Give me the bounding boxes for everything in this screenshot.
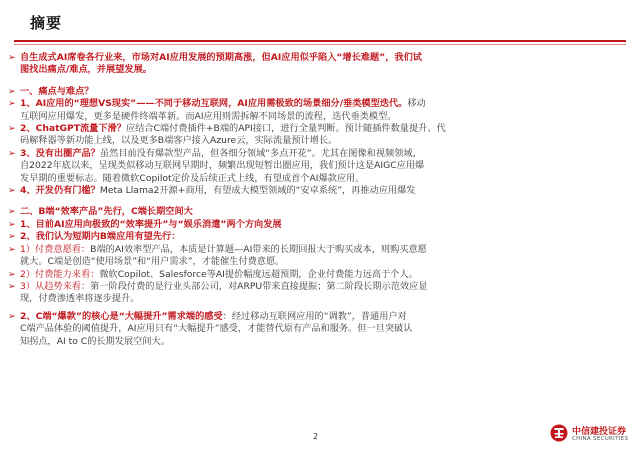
bullet-arrow-icon: ➢ (8, 268, 16, 280)
section2-sub1: ➢ 1、目前AI应用向极致的“效率提升”与“娱乐消遣”两个方向发展 (8, 218, 282, 230)
logo-text-cn: 中信建投证券 (572, 427, 627, 437)
section1-point2-cont: 码解释器等新功能上线，以及更多B端客户接入Azure云，实际流量预计增长。 (20, 135, 338, 147)
section2-item1-cont: 就大。C端是创造“使用场景”和“用户需求”，才能催生付费意愿。 (20, 256, 285, 268)
page-header (0, 0, 640, 44)
section1-point3-cont: 自2022年底以来，呈现类似移动互联网早期时，频繁出现短暂出圈应用，我们预计这是AIGC应用爆 (20, 160, 425, 172)
bullet-arrow-icon: ➢ (8, 147, 16, 159)
bullet-arrow-icon: ➢ (8, 98, 16, 110)
bullet-arrow-icon: ➢ (8, 85, 16, 97)
bullet-arrow-icon: ➢ (8, 310, 16, 322)
section2-item3-cont: 现，付费渗透率将逐步提升。 (20, 293, 140, 305)
bullet-arrow-icon: ➢ (8, 52, 16, 63)
bullet-arrow-icon: ➢ (8, 206, 16, 218)
section2-item2: ➢ 2）付费能力来看：微软Copilot、Salesforce等AI提价幅度远超预期，企业付费能力远高于个人。 (8, 268, 418, 280)
bullet-arrow-icon: ➢ (8, 280, 16, 292)
bullet-arrow-icon: ➢ (8, 231, 16, 243)
section1-point1: ➢ 1、AI应用的“理想VS现实”——不同于移动互联网，AI应用需极致的场景细分/垂类模型迭代。移动 (8, 98, 426, 110)
bullet-arrow-icon: ➢ (8, 243, 16, 255)
bullet-arrow-icon: ➢ (8, 123, 16, 135)
summary-body (8, 52, 630, 348)
section2-sub2: ➢ 2、我们认为短期内B端应用有望先行： (8, 231, 181, 243)
section1-heading: ➢ 一、痛点与难点？ (8, 85, 94, 97)
page-number: 2 (313, 432, 319, 441)
logo-text-en: CHINA SECURITIES (572, 436, 629, 442)
section1-point3: ➢ 3、没有出圈产品？虽然目前没有爆款型产品，但各细分领域“多点开花”。尤其在图像和视频领域， (8, 147, 422, 159)
bullet-arrow-icon: ➢ (8, 218, 16, 230)
section2-heading: ➢ 二、B端“效率产品”先行，C端长期空间大 (8, 206, 193, 218)
section2-item1: ➢ 1）付费意愿看：B端的AI效率型产品，本质是计算题—AI带来的长期回报大于购买成本，则购买意愿 (8, 243, 427, 255)
intro-line-2: 图找出痛点/难点，并展望发展。 (20, 64, 152, 76)
section2-c-end: ➢ 2、C端“爆款”的核心是“大幅提升”需求端的感受：经过移动互联网应用的“调教”，普通用户对 (8, 310, 407, 322)
logo-emblem-icon (550, 424, 568, 442)
section2-item3: ➢ 3）从趋势来看：第一阶段付费的是行业头部公司，对ARPU带来直接提振；第二阶段长期示范效应显 (8, 280, 428, 292)
section1-point1-cont: 互联网应用爆发，更多是硬件终端革新。而AI应用则需拆解不同场景的流程，迭代垂类模型。 (20, 110, 397, 122)
page-title: 摘要 (30, 14, 63, 32)
intro-line: ➢ 自生成式AI席卷各行业来，市场对AI应用发展的预期高涨，但AI应用似乎陷入“增长难题”，我们试 (8, 52, 422, 63)
section2-c-end-cont2: 知拐点，AI to C的长期发展空间大。 (20, 335, 170, 347)
header-rule (14, 40, 626, 42)
section1-point4: ➢ 4、开发仍有门槛？Meta Llama2开源+商用，有望成大模型领域的“安卓系统”，再推动应用爆发 (8, 185, 416, 197)
bullet-arrow-icon: ➢ (8, 185, 16, 197)
header-rule-thin (14, 44, 626, 45)
company-logo (550, 422, 640, 450)
section1-point2: ➢ 2、ChatGPT流量下滑？应结合C端付费插件+B端的API接口，进行全量判断。预计随插件数量提升、代 (8, 123, 446, 135)
section2-c-end-cont: C端产品体验的阈值提升，AI应用只有“大幅提升”感受，才能替代原有产品和服务。但一旦突破认 (20, 323, 413, 335)
section1-point3-cont2: 发早期的重要标志。随着微软Copilot定价及后续正式上线，有望成首个AI爆款应用。 (20, 172, 365, 184)
